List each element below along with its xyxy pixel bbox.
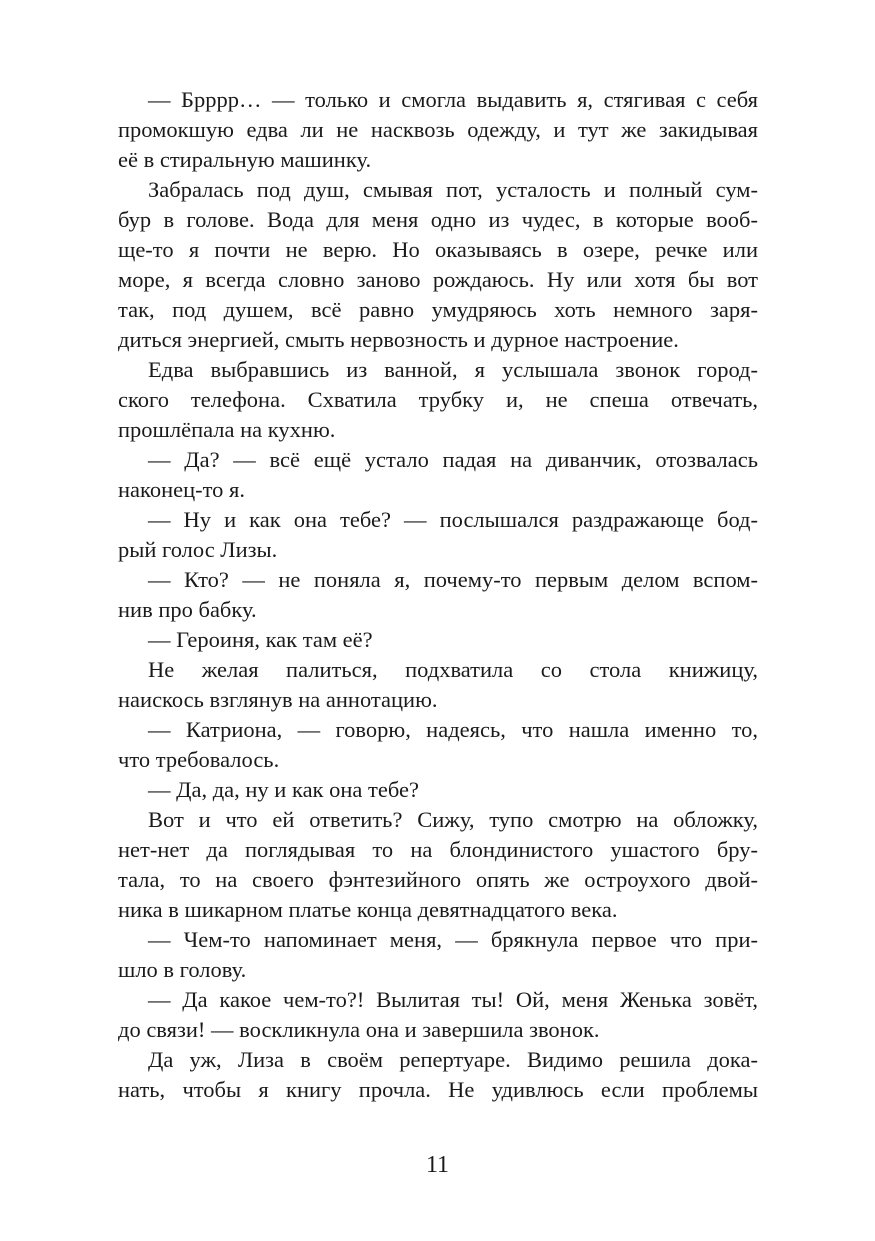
paragraph xyxy=(118,715,758,775)
paragraph xyxy=(118,775,758,805)
text-line: — Катриона, — говорю, надеясь, что нашла именно то, xyxy=(148,717,758,742)
text-line: Вот и что ей ответить? Сижу, тупо смотрю на обложку, xyxy=(148,807,758,832)
text-line: прошлёпала на кухню. xyxy=(118,417,336,442)
text-line: Да уж, Лиза в своём репертуаре. Видимо решила дока- xyxy=(148,1047,758,1072)
text-line: — Ну и как она тебе? — послышался раздражающе бод- xyxy=(148,507,758,532)
paragraph xyxy=(118,925,758,985)
paragraph xyxy=(118,625,758,655)
paragraph xyxy=(118,175,758,355)
text-line: наискось взглянув на аннотацию. xyxy=(118,687,438,712)
text-line: что требовалось. xyxy=(118,747,280,772)
text-line: бур в голове. Вода для меня одно из чудес, в которые вооб- xyxy=(118,207,758,232)
text-line: шло в голову. xyxy=(118,957,247,982)
page-number: 11 xyxy=(425,1152,450,1178)
text-line: до связи! — воскликнула она и завершила звонок. xyxy=(118,1017,600,1042)
text-line: промокшую едва ли не насквозь одежду, и тут же закидывая xyxy=(118,117,758,142)
paragraph xyxy=(118,655,758,715)
text-line: ще-то я почти не верю. Но оказываясь в озере, речке или xyxy=(118,237,758,262)
page-body xyxy=(118,85,758,1105)
text-line: Не желая палиться, подхватила со стола книжицу, xyxy=(148,657,758,682)
text-line: наконец-то я. xyxy=(118,477,246,502)
text-line: тала, то на своего фэнтезийного опять же остроухого двой- xyxy=(118,867,758,892)
paragraph xyxy=(118,445,758,505)
text-line: ского телефона. Схватила трубку и, не спеша отвечать, xyxy=(118,387,758,412)
text-line: диться энергией, смыть нервозность и дурное настроение. xyxy=(118,327,679,352)
text-line: нет-нет да поглядывая то на блондинистого ушастого бру- xyxy=(118,837,758,862)
text-line: Едва выбравшись из ванной, я услышала звонок город- xyxy=(148,357,758,382)
text-line: рый голос Лизы. xyxy=(118,537,278,562)
text-line: нать, чтобы я книгу прочла. Не удивлюсь если проблемы xyxy=(118,1077,758,1102)
text-line: так, под душем, всё равно умудряюсь хоть немного заря- xyxy=(118,297,758,322)
text-line: море, я всегда словно заново рождаюсь. Ну или хотя бы вот xyxy=(118,267,758,292)
text-line: — Да? — всё ещё устало падая на диванчик, отозвалась xyxy=(148,447,758,472)
text-line: её в стиральную машинку. xyxy=(118,147,372,172)
text-line: — Героиня, как там её? xyxy=(148,627,373,652)
text-line: — Чем-то напоминает меня, — брякнула первое что при- xyxy=(148,927,758,952)
paragraph xyxy=(118,985,758,1045)
text-line: ника в шикарном платье конца девятнадцатого века. xyxy=(118,897,618,922)
text-line: — Кто? — не поняла я, почему-то первым делом вспом- xyxy=(148,567,758,592)
text-line: — Брррр… — только и смогла выдавить я, стягивая с себя xyxy=(148,87,758,112)
text-line: — Да, да, ну и как она тебе? xyxy=(148,777,419,802)
text-line: нив про бабку. xyxy=(118,597,257,622)
text-line: — Да какое чем-то?! Вылитая ты! Ой, меня Женька зовёт, xyxy=(148,987,758,1012)
paragraph xyxy=(118,505,758,565)
paragraph xyxy=(118,805,758,925)
paragraph xyxy=(118,85,758,175)
paragraph xyxy=(118,1045,758,1105)
paragraph xyxy=(118,565,758,625)
text-line: Забралась под душ, смывая пот, усталость и полный сум- xyxy=(148,177,758,202)
paragraph xyxy=(118,355,758,445)
